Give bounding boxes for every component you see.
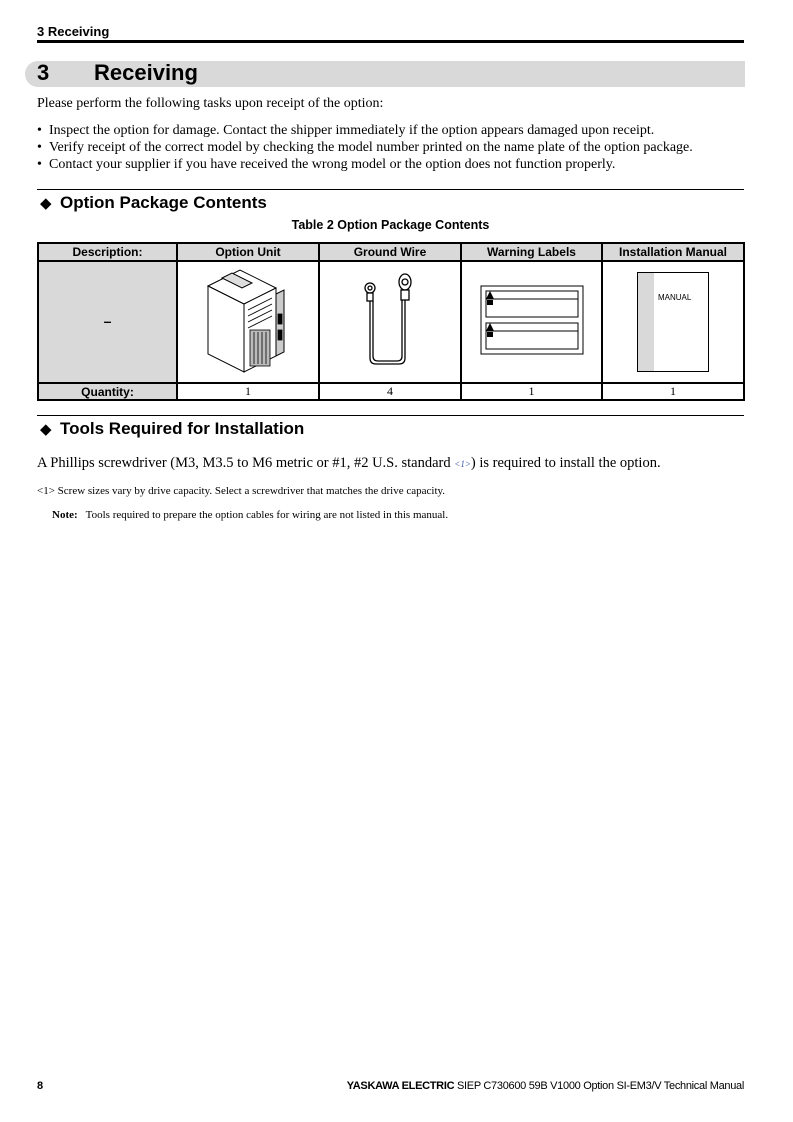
section-rule <box>37 189 744 190</box>
option-unit-illustration <box>202 264 294 376</box>
diamond-bullet-icon: ◆ <box>40 421 52 438</box>
option-unit-cell <box>177 261 319 383</box>
note-text: Tools required to prepare the option cables for wiring are not listed in this manual. <box>85 509 449 521</box>
installation-manual-cell <box>602 261 744 383</box>
quantity-value: 1 <box>461 383 602 400</box>
chapter-title: Receiving <box>94 60 198 85</box>
task-item: • Verify receipt of the correct model by checking the model number printed on the name plate of the option package. <box>37 139 693 156</box>
ground-wire-illustration <box>355 270 425 370</box>
footer-company: YASKAWA ELECTRIC <box>346 1080 455 1092</box>
quantity-value: 1 <box>177 383 319 400</box>
column-header: Ground Wire <box>319 243 461 261</box>
column-header: Installation Manual <box>602 243 744 261</box>
section-heading-text: Tools Required for Installation <box>60 419 305 438</box>
note-label: Note: <box>52 509 78 521</box>
table-image-row <box>38 261 744 383</box>
section-heading-package-contents <box>40 193 267 213</box>
footer <box>347 1080 744 1092</box>
task-list <box>37 122 693 173</box>
tools-paragraph <box>37 455 661 472</box>
diamond-bullet-icon: ◆ <box>40 195 52 212</box>
header-rule <box>37 40 744 43</box>
table-quantity-row <box>38 383 744 400</box>
quantity-value: 4 <box>319 383 461 400</box>
section-rule <box>37 415 744 416</box>
tools-text-start: A Phillips screwdriver (M3, M3.5 to M6 metric or #1, #2 U.S. standard <box>37 455 455 471</box>
description-placeholder: – <box>103 313 112 329</box>
quantity-label: Quantity: <box>38 383 177 400</box>
ground-wire-cell <box>319 261 461 383</box>
column-header: Warning Labels <box>461 243 602 261</box>
section-heading-text: Option Package Contents <box>60 193 267 212</box>
footnote: <1> Screw sizes vary by drive capacity. Select a screwdriver that matches the drive capacity. <box>37 485 446 497</box>
tools-text-end: ) is required to install the option. <box>470 455 661 471</box>
table-header-row <box>38 243 744 261</box>
table-caption: Table 2 Option Package Contents <box>291 218 490 232</box>
note <box>52 509 448 521</box>
manual-spine <box>638 273 654 371</box>
column-header: Description: <box>38 243 177 261</box>
quantity-value: 1 <box>602 383 744 400</box>
warning-labels-cell <box>461 261 602 383</box>
footnote-reference-link[interactable]: <1> <box>454 459 471 469</box>
footer-doc-title: SIEP C730600 59B V1000 Option SI-EM3/V Technical Manual <box>454 1080 744 1092</box>
page-number: 8 <box>37 1080 44 1092</box>
task-item: • Inspect the option for damage. Contact the shipper immediately if the option appears damaged upon receipt. <box>37 122 693 139</box>
warning-labels-illustration <box>480 285 584 355</box>
task-item: • Contact your supplier if you have received the wrong model or the option does not function properly. <box>37 156 693 173</box>
manual-cover-text: MANUAL <box>658 293 692 302</box>
manual-illustration <box>637 272 709 372</box>
section-heading-tools <box>40 419 304 439</box>
package-contents-table <box>37 242 745 401</box>
description-cell <box>38 261 177 383</box>
chapter-number: 3 <box>37 60 50 85</box>
column-header: Option Unit <box>177 243 319 261</box>
running-header: 3 Receiving <box>37 24 110 39</box>
intro-text: Please perform the following tasks upon receipt of the option: <box>37 96 384 111</box>
